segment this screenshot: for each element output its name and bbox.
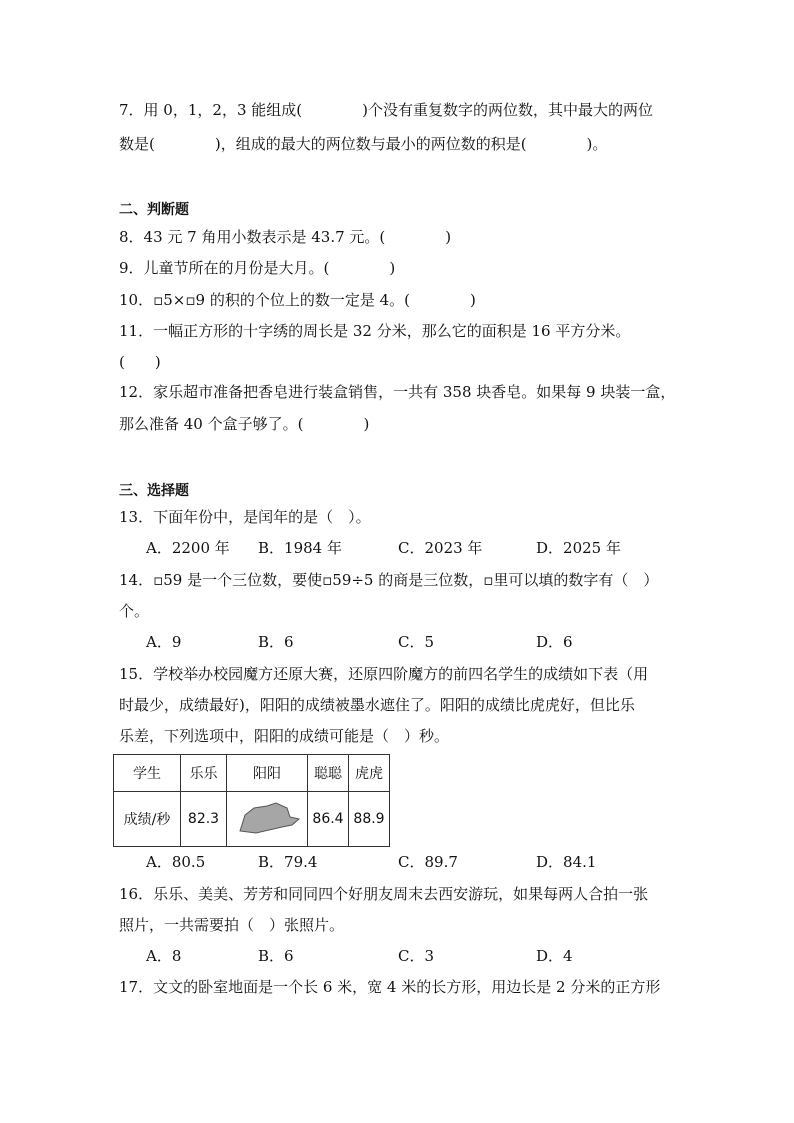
- table-header-cell: 虎虎: [349, 755, 390, 792]
- q8: 8．43 元 7 角用小数表示是 43.7 元。( ): [119, 228, 452, 246]
- table-header-cell: 聪聪: [308, 755, 349, 792]
- table-cell: 88.9: [349, 792, 390, 847]
- option-d[interactable]: D．2025 年: [536, 539, 621, 557]
- table-header-cell: 阳阳: [227, 755, 308, 792]
- q15-line3: 乐差，下列选项中，阳阳的成绩可能是（ ）秒。: [119, 727, 450, 745]
- option-b[interactable]: B．1984 年: [258, 539, 342, 557]
- q12-line1: 12．家乐超市准备把香皂进行装盒销售，一共有 358 块香皂。如果每 9 块装一盒，: [119, 383, 676, 401]
- section2-title: 二、判断题: [119, 202, 189, 218]
- q16-line2: 照片，一共需要拍（ ）张照片。: [119, 916, 345, 934]
- option-c[interactable]: C．89.7: [398, 853, 458, 871]
- q9: 9．儿童节所在的月份是大月。( ): [119, 259, 396, 277]
- table-row-label: 成绩/秒: [114, 792, 181, 847]
- option-d[interactable]: D．6: [536, 633, 573, 651]
- table-header-cell: 学生: [114, 755, 181, 792]
- q16-line1: 16．乐乐、美美、芳芳和同同四个好朋友周末去西安游玩，如果每两人合拍一张: [119, 885, 649, 903]
- option-d[interactable]: D．4: [536, 947, 573, 965]
- option-b[interactable]: B．79.4: [258, 853, 318, 871]
- table-cell: 82.3: [181, 792, 227, 847]
- score-table: [113, 754, 390, 847]
- option-a[interactable]: A．8: [146, 947, 182, 965]
- option-c[interactable]: C．3: [398, 947, 435, 965]
- option-a[interactable]: A．9: [146, 633, 182, 651]
- table-row: [114, 792, 390, 847]
- section3-title: 三、选择题: [119, 483, 189, 499]
- table-cell: 86.4: [308, 792, 349, 847]
- option-b[interactable]: B．6: [258, 633, 294, 651]
- q13-stem: 13．下面年份中，是闰年的是（ ）。: [119, 508, 371, 526]
- q7-line1: 7．用 0，1，2，3 能组成( )个没有重复数字的两位数，其中最大的两位: [119, 101, 653, 119]
- q14-line2: 个。: [119, 602, 150, 620]
- option-c[interactable]: C．5: [398, 633, 435, 651]
- q17-line1: 17．文文的卧室地面是一个长 6 米，宽 4 米的长方形，用边长是 2 分米的正方形: [119, 978, 661, 996]
- ink-blot-cell: [227, 792, 308, 847]
- option-a[interactable]: A．80.5: [146, 853, 206, 871]
- table-header-row: [114, 755, 390, 792]
- q11-line2: ( ): [119, 353, 161, 371]
- option-b[interactable]: B．6: [258, 947, 294, 965]
- q14-line1: 14．▫59 是一个三位数，要使▫59÷5 的商是三位数，▫里可以填的数字有（ ）: [119, 571, 659, 589]
- option-d[interactable]: D．84.1: [536, 853, 597, 871]
- option-c[interactable]: C．2023 年: [398, 539, 483, 557]
- q10: 10．▫5×▫9 的积的个位上的数一定是 4。( ): [119, 291, 476, 309]
- option-a[interactable]: A．2200 年: [146, 539, 230, 557]
- q7-line2: 数是( )，组成的最大的两位数与最小的两位数的积是( )。: [119, 135, 608, 153]
- q15-line1: 15．学校举办校园魔方还原大赛，还原四阶魔方的前四名学生的成绩如下表（用: [119, 665, 649, 683]
- ink-blot-image: [232, 797, 302, 837]
- q11-line1: 11．一幅正方形的十字绣的周长是 32 分米，那么它的面积是 16 平方分米。: [119, 322, 631, 340]
- table-header-cell: 乐乐: [181, 755, 227, 792]
- q12-line2: 那么准备 40 个盒子够了。( ): [119, 415, 370, 433]
- q15-line2: 时最少，成绩最好)，阳阳的成绩被墨水遮住了。阳阳的成绩比虎虎好，但比乐: [119, 696, 635, 714]
